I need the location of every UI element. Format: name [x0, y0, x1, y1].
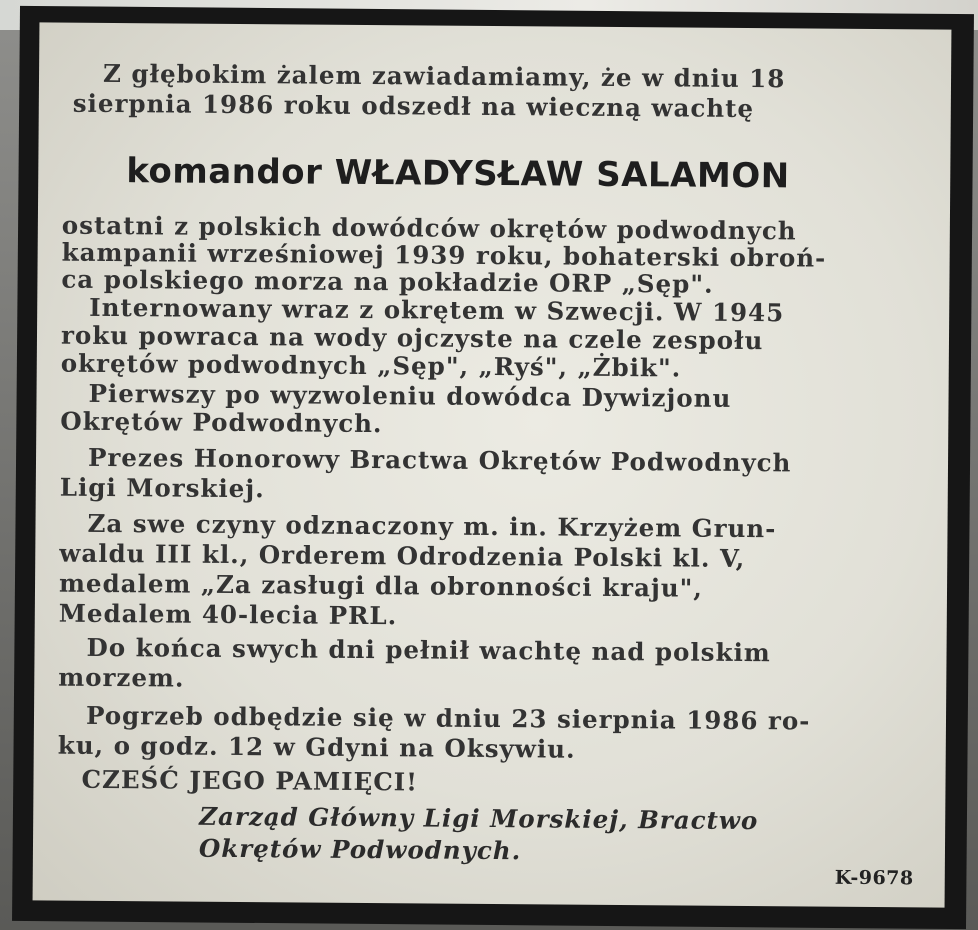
body-line-6: okrętów podwodnych „Sęp", „Ryś", „Żbik". — [60, 348, 682, 383]
closing-line: CZEŚĆ JEGO PAMIĘCI! — [81, 764, 419, 797]
body-line-1: ostatni z polskich dowódców okrętów podwodnych — [61, 210, 797, 246]
body-line-4: Internowany wraz z okrętem w Szwecji. W 1945 — [89, 292, 785, 328]
body-line-18: ku, o godz. 12 w Gdyni na Oksywiu. — [57, 730, 576, 764]
body-line-11: Za swe czyny odznaczony m. in. Krzyżem Grun- — [87, 508, 777, 544]
signature-line-2: Okrętów Podwodnych. — [198, 833, 522, 866]
body-line-10: Ligi Morskiej. — [59, 472, 265, 504]
body-line-2: kampanii wrześniowej 1939 roku, bohaterski obroń- — [61, 237, 827, 273]
body-line-3: ca polskiego morza na pokładzie ORP „Sęp". — [61, 264, 714, 299]
ad-code: K-9678 — [834, 866, 914, 890]
body-line-16: morzem. — [58, 662, 185, 693]
intro-line-1: Z głębokim żalem zawiadamiamy, że w dniu 18 — [102, 58, 786, 94]
intro-line-2: sierpnia 1986 roku odszedł na wieczną wachtę — [72, 88, 755, 124]
obituary-clipping — [33, 22, 952, 907]
deceased-name: komandor WŁADYSŁAW SALAMON — [126, 151, 790, 197]
body-line-7: Pierwszy po wyzwoleniu dowódca Dywizjonu — [88, 378, 732, 413]
body-line-15: Do końca swych dni pełnił wachtę nad polskim — [86, 632, 771, 668]
body-line-17: Pogrzeb odbędzie się w dniu 23 sierpnia 1986 ro- — [85, 700, 811, 736]
body-line-5: roku powraca na wody ojczyste na czele zespołu — [60, 320, 764, 356]
body-line-9: Prezes Honorowy Bractwa Okrętów Podwodnych — [87, 442, 792, 478]
body-line-12: waldu III kl., Orderem Odrodzenia Polski kl. V, — [59, 538, 746, 573]
signature-line-1: Zarząd Główny Ligi Morskiej, Bractwo — [199, 801, 759, 836]
body-line-8: Okrętów Podwodnych. — [60, 406, 383, 439]
body-line-13: medalem „Za zasługi dla obronności kraju", — [58, 568, 703, 603]
body-line-14: Medalem 40-lecia PRL. — [58, 598, 398, 631]
